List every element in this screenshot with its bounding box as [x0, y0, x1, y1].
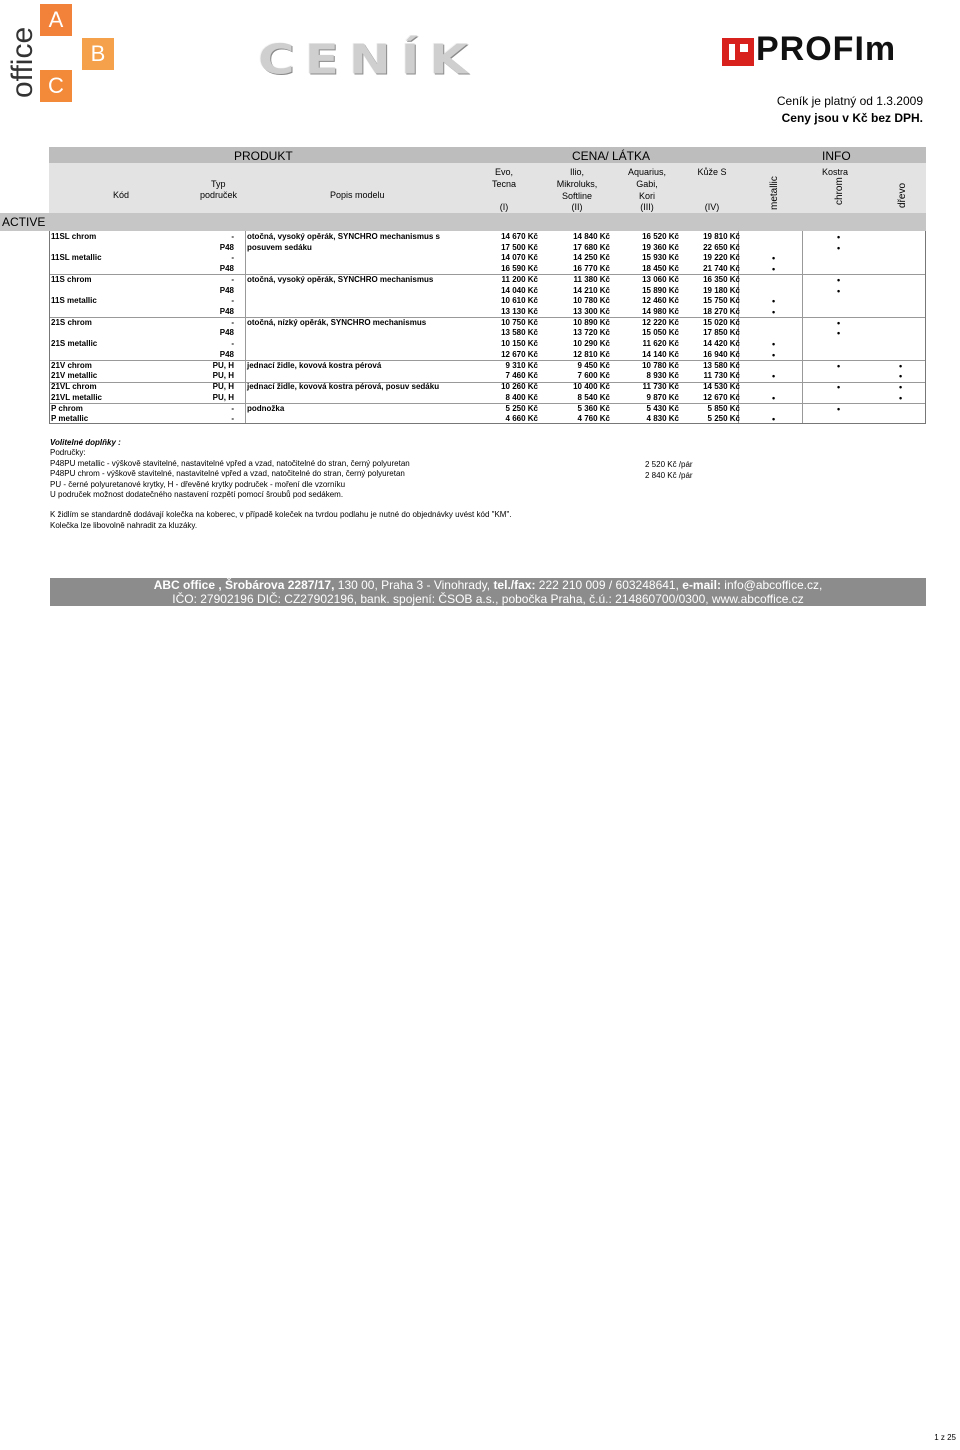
header-podrucek: područek	[200, 190, 238, 200]
header-produkt: PRODUKT	[234, 149, 293, 163]
cell-d1: •	[772, 307, 776, 318]
cell-d1: •	[772, 392, 776, 403]
table-row	[50, 243, 925, 254]
cell-p1: 11 200 Kč	[501, 274, 538, 284]
cell-p2: 10 890 Kč	[573, 317, 610, 327]
header-cena: CENA/ LÁTKA	[572, 149, 651, 163]
header-col4-b: (IV)	[704, 202, 720, 212]
profi-mark-icon	[722, 38, 754, 66]
cell-p3: 12 220 Kč	[642, 317, 679, 327]
cell-p2: 17 680 Kč	[573, 242, 610, 252]
table-row	[50, 307, 925, 318]
cell-p3: 8 930 Kč	[646, 371, 679, 381]
cell-typ: -	[231, 296, 234, 306]
table-row	[50, 318, 925, 329]
table-row	[50, 414, 925, 425]
cell-p3: 16 520 Kč	[642, 232, 679, 241]
cell-p4: 5 250 Kč	[707, 414, 740, 424]
cell-p1: 12 670 Kč	[501, 349, 538, 359]
cell-p4: 15 020 Kč	[703, 317, 740, 327]
footer-tel: 222 210 009 / 603248641,	[535, 578, 683, 592]
table-row	[50, 371, 925, 382]
notes-title: Volitelné doplňky :	[50, 438, 121, 447]
notes-line: Područky:	[50, 448, 86, 458]
cell-p2: 10 780 Kč	[573, 296, 610, 306]
cell-p4: 12 670 Kč	[703, 392, 740, 402]
office-logo-text: office	[6, 26, 39, 98]
table-row	[50, 339, 925, 350]
cell-kod: 11S metallic	[51, 296, 97, 306]
notes-block	[50, 438, 512, 531]
validity-text: Ceník je platný od 1.3.2009	[776, 94, 923, 108]
cell-p1: 9 310 Kč	[505, 360, 538, 370]
cell-p2: 8 540 Kč	[577, 392, 610, 402]
cell-p3: 12 460 Kč	[642, 296, 679, 306]
cell-p4: 16 940 Kč	[703, 349, 740, 359]
company-footer	[50, 578, 926, 606]
cell-typ: P48	[219, 307, 234, 317]
cell-popis: otočná, nízký opěrák, SYNCHRO mechanismus	[247, 317, 427, 327]
cell-typ: PU, H	[212, 392, 234, 402]
cell-p3: 10 780 Kč	[642, 360, 679, 370]
notes-line: P48PU metallic - výškově stavitelné, nastavitelné vpřed a vzad, natočitelné do stran, černý polyuretan	[50, 458, 410, 468]
cell-p2: 4 760 Kč	[577, 414, 610, 424]
cell-d2: •	[837, 274, 841, 285]
cell-kod: P chrom	[51, 403, 83, 413]
notes-line: U područek možnost dodatečného nastavení rozpětí pomocí šroubů pod sedákem.	[50, 490, 344, 500]
table-row	[50, 382, 925, 393]
cell-d1: •	[772, 414, 776, 425]
cell-p3: 18 450 Kč	[642, 264, 679, 274]
cell-typ: P48	[219, 285, 234, 295]
cell-p1: 13 130 Kč	[501, 307, 538, 317]
cell-p3: 15 890 Kč	[642, 285, 679, 295]
cell-kod: 11S chrom	[51, 274, 92, 284]
logo-letter-c: C	[40, 70, 72, 102]
header-typ: Typ	[211, 179, 226, 189]
footer-line-1	[50, 578, 926, 592]
cell-kod: 21VL chrom	[51, 382, 97, 392]
office-logo-word	[2, 10, 42, 100]
price-table	[49, 231, 926, 424]
cell-d3: •	[899, 371, 903, 382]
header-col3-c: Kori	[638, 191, 655, 201]
cell-p2: 16 770 Kč	[573, 264, 610, 274]
cell-p3: 4 830 Kč	[646, 414, 679, 424]
cell-p1: 14 040 Kč	[501, 285, 538, 295]
table-row	[50, 296, 925, 307]
cell-p1: 13 580 Kč	[501, 328, 538, 338]
cell-d1: •	[772, 349, 776, 360]
header-col3-d: (III)	[640, 202, 654, 212]
cell-kod: 11SL chrom	[51, 232, 97, 241]
cell-kod: 11SL metallic	[51, 253, 102, 263]
cell-typ: PU, H	[212, 371, 234, 381]
header-col1-a: Evo,	[494, 167, 513, 177]
cell-typ: P48	[219, 349, 234, 359]
table-group-divider	[50, 360, 925, 361]
cell-p2: 5 360 Kč	[577, 403, 610, 413]
cell-p4: 19 220 Kč	[703, 253, 740, 263]
cell-p4: 5 850 Kč	[707, 403, 740, 413]
cell-p2: 11 380 Kč	[573, 274, 610, 284]
table-row	[50, 393, 925, 404]
header-popis: Popis modelu	[330, 190, 385, 200]
page-title: CENÍK	[258, 36, 479, 84]
cell-p3: 15 930 Kč	[642, 253, 679, 263]
cell-p2: 12 810 Kč	[573, 349, 610, 359]
cell-d1: •	[772, 296, 776, 307]
cell-popis: otočná, vysoký opěrák, SYNCHRO mechanismus	[247, 274, 434, 284]
header-col1-b: Tecna	[491, 179, 517, 189]
cell-d3: •	[899, 382, 903, 393]
cell-typ: -	[231, 253, 234, 263]
cell-typ: -	[231, 232, 234, 241]
cell-p3: 15 050 Kč	[642, 328, 679, 338]
cell-typ: P48	[219, 242, 234, 252]
cell-p4: 19 180 Kč	[703, 285, 740, 295]
header-col2-d: (II)	[571, 202, 583, 212]
cell-d3: •	[899, 360, 903, 371]
cell-typ: -	[231, 414, 234, 424]
cell-p4: 18 270 Kč	[703, 307, 740, 317]
table-group-divider	[50, 382, 925, 383]
cell-kod: 21V metallic	[51, 371, 98, 381]
cell-p2: 9 450 Kč	[577, 360, 610, 370]
cell-typ: PU, H	[212, 382, 234, 392]
cell-typ: -	[231, 274, 234, 284]
cell-kod: 21V chrom	[51, 360, 92, 370]
footer-company: ABC office , Šrobárova 2287/17,	[153, 578, 335, 592]
currency-note: Ceny jsou v Kč bez DPH.	[781, 111, 923, 125]
cell-typ: P48	[219, 328, 234, 338]
cell-d1: •	[772, 371, 776, 382]
cell-d2: •	[837, 242, 841, 253]
cell-p2: 13 720 Kč	[573, 328, 610, 338]
cell-p1: 10 150 Kč	[501, 339, 538, 349]
cell-p1: 5 250 Kč	[505, 403, 538, 413]
cell-p1: 4 660 Kč	[505, 414, 538, 424]
cell-d1: •	[772, 339, 776, 350]
header-chrom: chrom	[834, 177, 845, 205]
cell-p3: 5 430 Kč	[646, 403, 679, 413]
armrest-prices	[645, 460, 693, 481]
cell-d1: •	[772, 253, 776, 264]
cell-p1: 10 610 Kč	[501, 296, 538, 306]
cell-popis: jednací židle, kovová kostra pérová, posuv sedáku	[247, 382, 440, 392]
table-row	[50, 232, 925, 243]
cell-p3: 14 980 Kč	[642, 307, 679, 317]
cell-p3: 11 620 Kč	[642, 339, 679, 349]
table-row	[50, 264, 925, 275]
cell-popis: otočná, vysoký opěrák, SYNCHRO mechanismus s	[247, 232, 440, 241]
cell-d2: •	[837, 403, 841, 414]
cell-p4: 14 420 Kč	[703, 339, 740, 349]
table-row	[50, 361, 925, 372]
cell-p2: 13 300 Kč	[573, 307, 610, 317]
header-kostra: Kostra	[821, 167, 848, 177]
footer-email-label: e-mail:	[682, 578, 721, 592]
table-row	[50, 404, 925, 415]
cell-p1: 10 750 Kč	[501, 317, 538, 327]
cell-p1: 7 460 Kč	[505, 371, 538, 381]
header-col3-b: Gabi,	[636, 179, 658, 189]
notes-extra: K židlím se standardně dodávají kolečka na koberec, v případě koleček na tvrdou podlahu je nutné do objednávky uvést kód "KM".	[50, 510, 512, 520]
cell-d2: •	[837, 382, 841, 393]
notes-line: PU - černé polyuretanové krytky, H - dřevěné krytky područek - moření dle vzorníku	[50, 479, 346, 489]
page-number: 1 z 25	[934, 1433, 956, 1442]
header-drevo: dřevo	[897, 182, 908, 208]
table-row	[50, 253, 925, 264]
cell-kod: 21VL metallic	[51, 392, 102, 402]
logo-letter-a: A	[40, 4, 72, 36]
active-label: ACTIVE	[2, 215, 46, 229]
table-row	[50, 275, 925, 286]
cell-p1: 8 400 Kč	[505, 392, 538, 402]
cell-p4: 11 730 Kč	[703, 371, 740, 381]
cell-p4: 19 810 Kč	[703, 232, 740, 241]
notes-extra: Kolečka lze libovolně nahradit za kluzáky.	[50, 520, 198, 530]
cell-p2: 10 400 Kč	[573, 382, 610, 392]
cell-p4: 14 530 Kč	[703, 382, 740, 392]
cell-p1: 14 670 Kč	[501, 232, 538, 241]
cell-p4: 13 580 Kč	[703, 360, 740, 370]
cell-p3: 13 060 Kč	[642, 274, 679, 284]
footer-address: 130 00, Praha 3 - Vinohrady,	[334, 578, 494, 592]
cell-typ: -	[231, 339, 234, 349]
header-col1-c: (I)	[499, 202, 509, 212]
active-band	[0, 213, 926, 231]
cell-d2: •	[837, 285, 841, 296]
header-col2-c: Softline	[561, 191, 593, 201]
cell-d2: •	[837, 317, 841, 328]
header-col3-a: Aquarius,	[627, 167, 667, 177]
table-row	[50, 328, 925, 339]
header-col2-a: Ilio,	[569, 167, 584, 177]
armrest-price: 2 840 Kč /pár	[645, 470, 693, 480]
cell-d2: •	[837, 360, 841, 371]
table-group-divider	[50, 274, 925, 275]
cell-typ: -	[231, 403, 234, 413]
cell-p4: 16 350 Kč	[703, 274, 740, 284]
cell-d3: •	[899, 392, 903, 403]
cell-p1: 17 500 Kč	[501, 242, 538, 252]
cell-p2: 10 290 Kč	[573, 339, 610, 349]
cell-popis: podnožka	[247, 403, 285, 413]
profi-wordmark: PROFIm	[756, 30, 897, 68]
cell-p4: 15 750 Kč	[703, 296, 740, 306]
cell-d2: •	[837, 328, 841, 339]
cell-p3: 11 730 Kč	[642, 382, 679, 392]
cell-kod: 21S metallic	[51, 339, 98, 349]
table-header-top	[49, 147, 926, 163]
cell-p3: 14 140 Kč	[642, 349, 679, 359]
cell-p2: 14 250 Kč	[573, 253, 610, 263]
notes-line: P48PU chrom - výškově stavitelné, nastavitelné vpřed a vzad, natočitelné do stran, černý polyuretan	[50, 469, 405, 479]
footer-email: info@abcoffice.cz,	[720, 578, 823, 592]
cell-d2: •	[837, 232, 841, 242]
cell-typ: -	[231, 317, 234, 327]
cell-p4: 21 740 Kč	[703, 264, 740, 274]
cell-p2: 7 600 Kč	[577, 371, 610, 381]
logo-letter-b: B	[82, 38, 114, 70]
cell-p1: 14 070 Kč	[501, 253, 538, 263]
cell-popis: posuvem sedáku	[247, 242, 312, 252]
footer-line-2: IČO: 27902196 DIČ: CZ27902196, bank. spojení: ČSOB a.s., pobočka Praha, č.ú.: 214860700/0300, www.abcoffice.cz	[172, 592, 804, 606]
cell-p4: 22 650 Kč	[703, 242, 740, 252]
cell-kod: P metallic	[51, 414, 89, 424]
footer-tel-label: tel./fax:	[493, 578, 536, 592]
cell-typ: PU, H	[212, 360, 234, 370]
cell-popis: jednací židle, kovová kostra pérová	[247, 360, 382, 370]
header-col2-b: Mikroluks,	[556, 179, 598, 189]
cell-typ: P48	[219, 264, 234, 274]
cell-p2: 14 210 Kč	[573, 285, 610, 295]
cell-p3: 19 360 Kč	[642, 242, 679, 252]
table-row	[50, 350, 925, 361]
cell-p1: 16 590 Kč	[501, 264, 538, 274]
table-group-divider	[50, 317, 925, 318]
cell-p2: 14 840 Kč	[573, 232, 610, 241]
header-metallic: metallic	[769, 176, 780, 210]
table-row	[50, 286, 925, 297]
cell-p3: 9 870 Kč	[646, 392, 679, 402]
cell-d1: •	[772, 264, 776, 275]
cell-kod: 21S chrom	[51, 317, 92, 327]
cell-p1: 10 260 Kč	[501, 382, 538, 392]
armrest-price: 2 520 Kč /pár	[645, 460, 693, 469]
header-col4-a: Kůže S	[697, 167, 727, 177]
cell-p4: 17 850 Kč	[703, 328, 740, 338]
table-group-divider	[50, 403, 925, 404]
header-info: INFO	[822, 149, 851, 163]
header-kod: Kód	[113, 190, 130, 200]
